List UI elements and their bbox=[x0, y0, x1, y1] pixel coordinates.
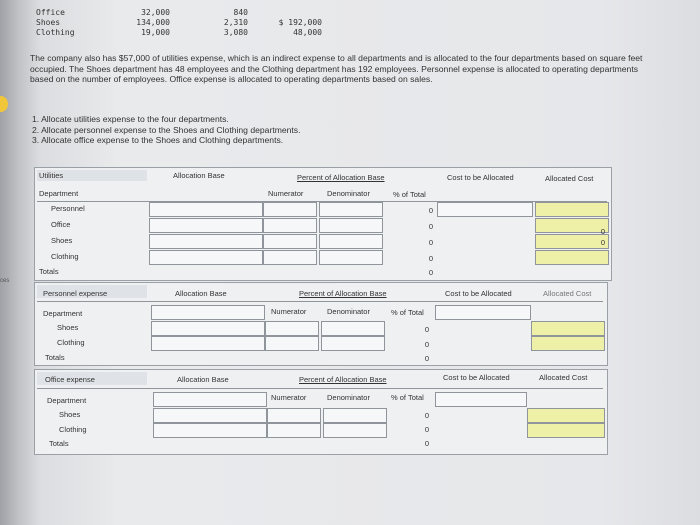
personnel-base-input-department[interactable] bbox=[151, 305, 265, 320]
personnel-base-input-clothing[interactable] bbox=[151, 336, 265, 351]
office-allocated-shoes[interactable] bbox=[527, 408, 605, 423]
personnel-denominator-input-shoes[interactable] bbox=[321, 321, 385, 336]
office-numerator-input-shoes[interactable] bbox=[267, 408, 321, 423]
utilities-alloc-value-1: 0 bbox=[600, 227, 605, 236]
office-totals-label: Totals bbox=[49, 439, 69, 448]
utilities-pct-personnel: 0 bbox=[428, 206, 433, 215]
utilities-pct-total: 0 bbox=[428, 268, 433, 277]
utilities-denominator-input-personnel[interactable] bbox=[319, 202, 383, 217]
personnel-totals-label: Totals bbox=[45, 353, 65, 362]
top-col2: 840 2,310 3,080 bbox=[223, 8, 248, 37]
office-row-shoes: Shoes bbox=[59, 410, 81, 419]
utilities-allocated-personnel[interactable] bbox=[535, 202, 609, 217]
utilities-title: Utilities bbox=[39, 171, 64, 180]
office-allocated-clothing[interactable] bbox=[527, 423, 605, 438]
personnel-cost-input[interactable] bbox=[435, 305, 531, 320]
personnel-row-shoes: Shoes bbox=[57, 323, 79, 332]
top-col1: 32,000 134,000 19,000 bbox=[136, 8, 170, 37]
office-numerator-label: Numerator bbox=[271, 393, 307, 402]
utilities-cost-header: Cost to be Allocated bbox=[447, 173, 514, 182]
requirement-3: 3. Allocate office expense to the Shoes and Clothing departments. bbox=[32, 135, 284, 145]
utilities-base-input-personnel[interactable] bbox=[149, 202, 263, 217]
office-pct-clothing: 0 bbox=[424, 425, 429, 434]
utilities-cost-input[interactable] bbox=[437, 202, 533, 217]
office-pct-total: 0 bbox=[424, 439, 429, 448]
personnel-allocation-base-header: Allocation Base bbox=[175, 289, 227, 298]
office-percent-header: Percent of Allocation Base bbox=[299, 375, 387, 384]
utilities-allocation-base-header: Allocation Base bbox=[173, 171, 225, 180]
office-title: Office expense bbox=[45, 375, 95, 384]
personnel-allocated-shoes[interactable] bbox=[531, 321, 605, 336]
office-allocated-cost-header: Allocated Cost bbox=[539, 373, 588, 382]
personnel-pct-clothing: 0 bbox=[424, 340, 429, 349]
office-table bbox=[34, 369, 608, 455]
personnel-numerator-input-clothing[interactable] bbox=[265, 336, 319, 351]
office-cost-header: Cost to be Allocated bbox=[443, 373, 510, 382]
requirements-list bbox=[32, 114, 301, 146]
personnel-allocated-cost-header: Allocated Cost bbox=[543, 289, 592, 298]
utilities-pct-label: % of Total bbox=[393, 190, 426, 199]
utilities-row-shoes: Shoes bbox=[51, 236, 73, 245]
utilities-pct-shoes: 0 bbox=[428, 238, 433, 247]
office-denominator-input-shoes[interactable] bbox=[323, 408, 387, 423]
utilities-numerator-label: Numerator bbox=[268, 189, 304, 198]
utilities-denominator-input-clothing[interactable] bbox=[319, 250, 383, 265]
top-labels: Office Shoes Clothing bbox=[36, 8, 75, 37]
office-row-clothing: Clothing bbox=[59, 425, 87, 434]
personnel-department-label: Department bbox=[43, 309, 83, 318]
utilities-department-label: Department bbox=[39, 189, 79, 198]
utilities-pct-office: 0 bbox=[428, 222, 433, 231]
office-department-label: Department bbox=[47, 396, 87, 405]
utilities-numerator-input-shoes[interactable] bbox=[263, 234, 317, 249]
personnel-pct-total: 0 bbox=[424, 354, 429, 363]
office-denominator-label: Denominator bbox=[327, 393, 370, 402]
top-col3: $ 192,000 48,000 bbox=[278, 18, 322, 37]
personnel-cost-header: Cost to be Allocated bbox=[445, 289, 512, 298]
personnel-title: Personnel expense bbox=[43, 289, 108, 298]
personnel-numerator-input-shoes[interactable] bbox=[265, 321, 319, 336]
personnel-percent-header: Percent of Allocation Base bbox=[299, 289, 387, 298]
utilities-row-office: Office bbox=[51, 220, 71, 229]
utilities-numerator-input-personnel[interactable] bbox=[263, 202, 317, 217]
requirement-2: 2. Allocate personnel expense to the Shoes and Clothing departments. bbox=[32, 124, 301, 135]
utilities-base-input-shoes[interactable] bbox=[149, 234, 263, 249]
personnel-pct-shoes: 0 bbox=[424, 325, 429, 334]
side-nav-text: ces bbox=[0, 278, 10, 284]
utilities-row-clothing: Clothing bbox=[51, 252, 79, 261]
utilities-allocated-cost-header: Allocated Cost bbox=[545, 174, 594, 183]
personnel-numerator-label: Numerator bbox=[271, 307, 307, 316]
utilities-table bbox=[34, 167, 612, 281]
utilities-denominator-input-shoes[interactable] bbox=[319, 234, 383, 249]
office-cost-input[interactable] bbox=[435, 392, 527, 407]
requirement-1: 1. Allocate utilities expense to the four departments. bbox=[32, 114, 229, 124]
utilities-alloc-value-2: 0 bbox=[600, 238, 605, 247]
utilities-base-input-office[interactable] bbox=[149, 218, 263, 233]
personnel-denominator-label: Denominator bbox=[327, 307, 370, 316]
utilities-percent-header: Percent of Allocation Base bbox=[297, 173, 385, 182]
office-base-input-department[interactable] bbox=[153, 392, 267, 407]
utilities-base-input-clothing[interactable] bbox=[149, 250, 263, 265]
utilities-denominator-label: Denominator bbox=[327, 189, 370, 198]
personnel-pct-label: % of Total bbox=[391, 308, 424, 317]
utilities-totals-label: Totals bbox=[39, 267, 59, 276]
personnel-allocated-clothing[interactable] bbox=[531, 336, 605, 351]
office-allocation-base-header: Allocation Base bbox=[177, 375, 229, 384]
personnel-table bbox=[34, 282, 608, 366]
utilities-numerator-input-office[interactable] bbox=[263, 218, 317, 233]
personnel-row-clothing: Clothing bbox=[57, 338, 85, 347]
office-pct-label: % of Total bbox=[391, 393, 424, 402]
utilities-denominator-input-office[interactable] bbox=[319, 218, 383, 233]
personnel-denominator-input-clothing[interactable] bbox=[321, 336, 385, 351]
utilities-allocated-clothing[interactable] bbox=[535, 250, 609, 265]
utilities-numerator-input-clothing[interactable] bbox=[263, 250, 317, 265]
utilities-row-personnel: Personnel bbox=[51, 204, 85, 213]
office-pct-shoes: 0 bbox=[424, 411, 429, 420]
office-numerator-input-clothing[interactable] bbox=[267, 423, 321, 438]
problem-paragraph: The company also has $57,000 of utilities expense, which is an indirect expense to all departments and is allocated to the four departments based on square feet occupied. The Shoes department has 48 employees and the Clothing department has 192 employees. Personnel expense is allocated to operating departments based on the number of employees. Office expense is allocated to operating departments based on sales. bbox=[30, 53, 643, 84]
yellow-marker-icon bbox=[0, 96, 8, 112]
utilities-pct-clothing: 0 bbox=[428, 254, 433, 263]
office-base-input-shoes[interactable] bbox=[153, 408, 267, 423]
personnel-base-input-shoes[interactable] bbox=[151, 321, 265, 336]
office-denominator-input-clothing[interactable] bbox=[323, 423, 387, 438]
office-base-input-clothing[interactable] bbox=[153, 423, 267, 438]
